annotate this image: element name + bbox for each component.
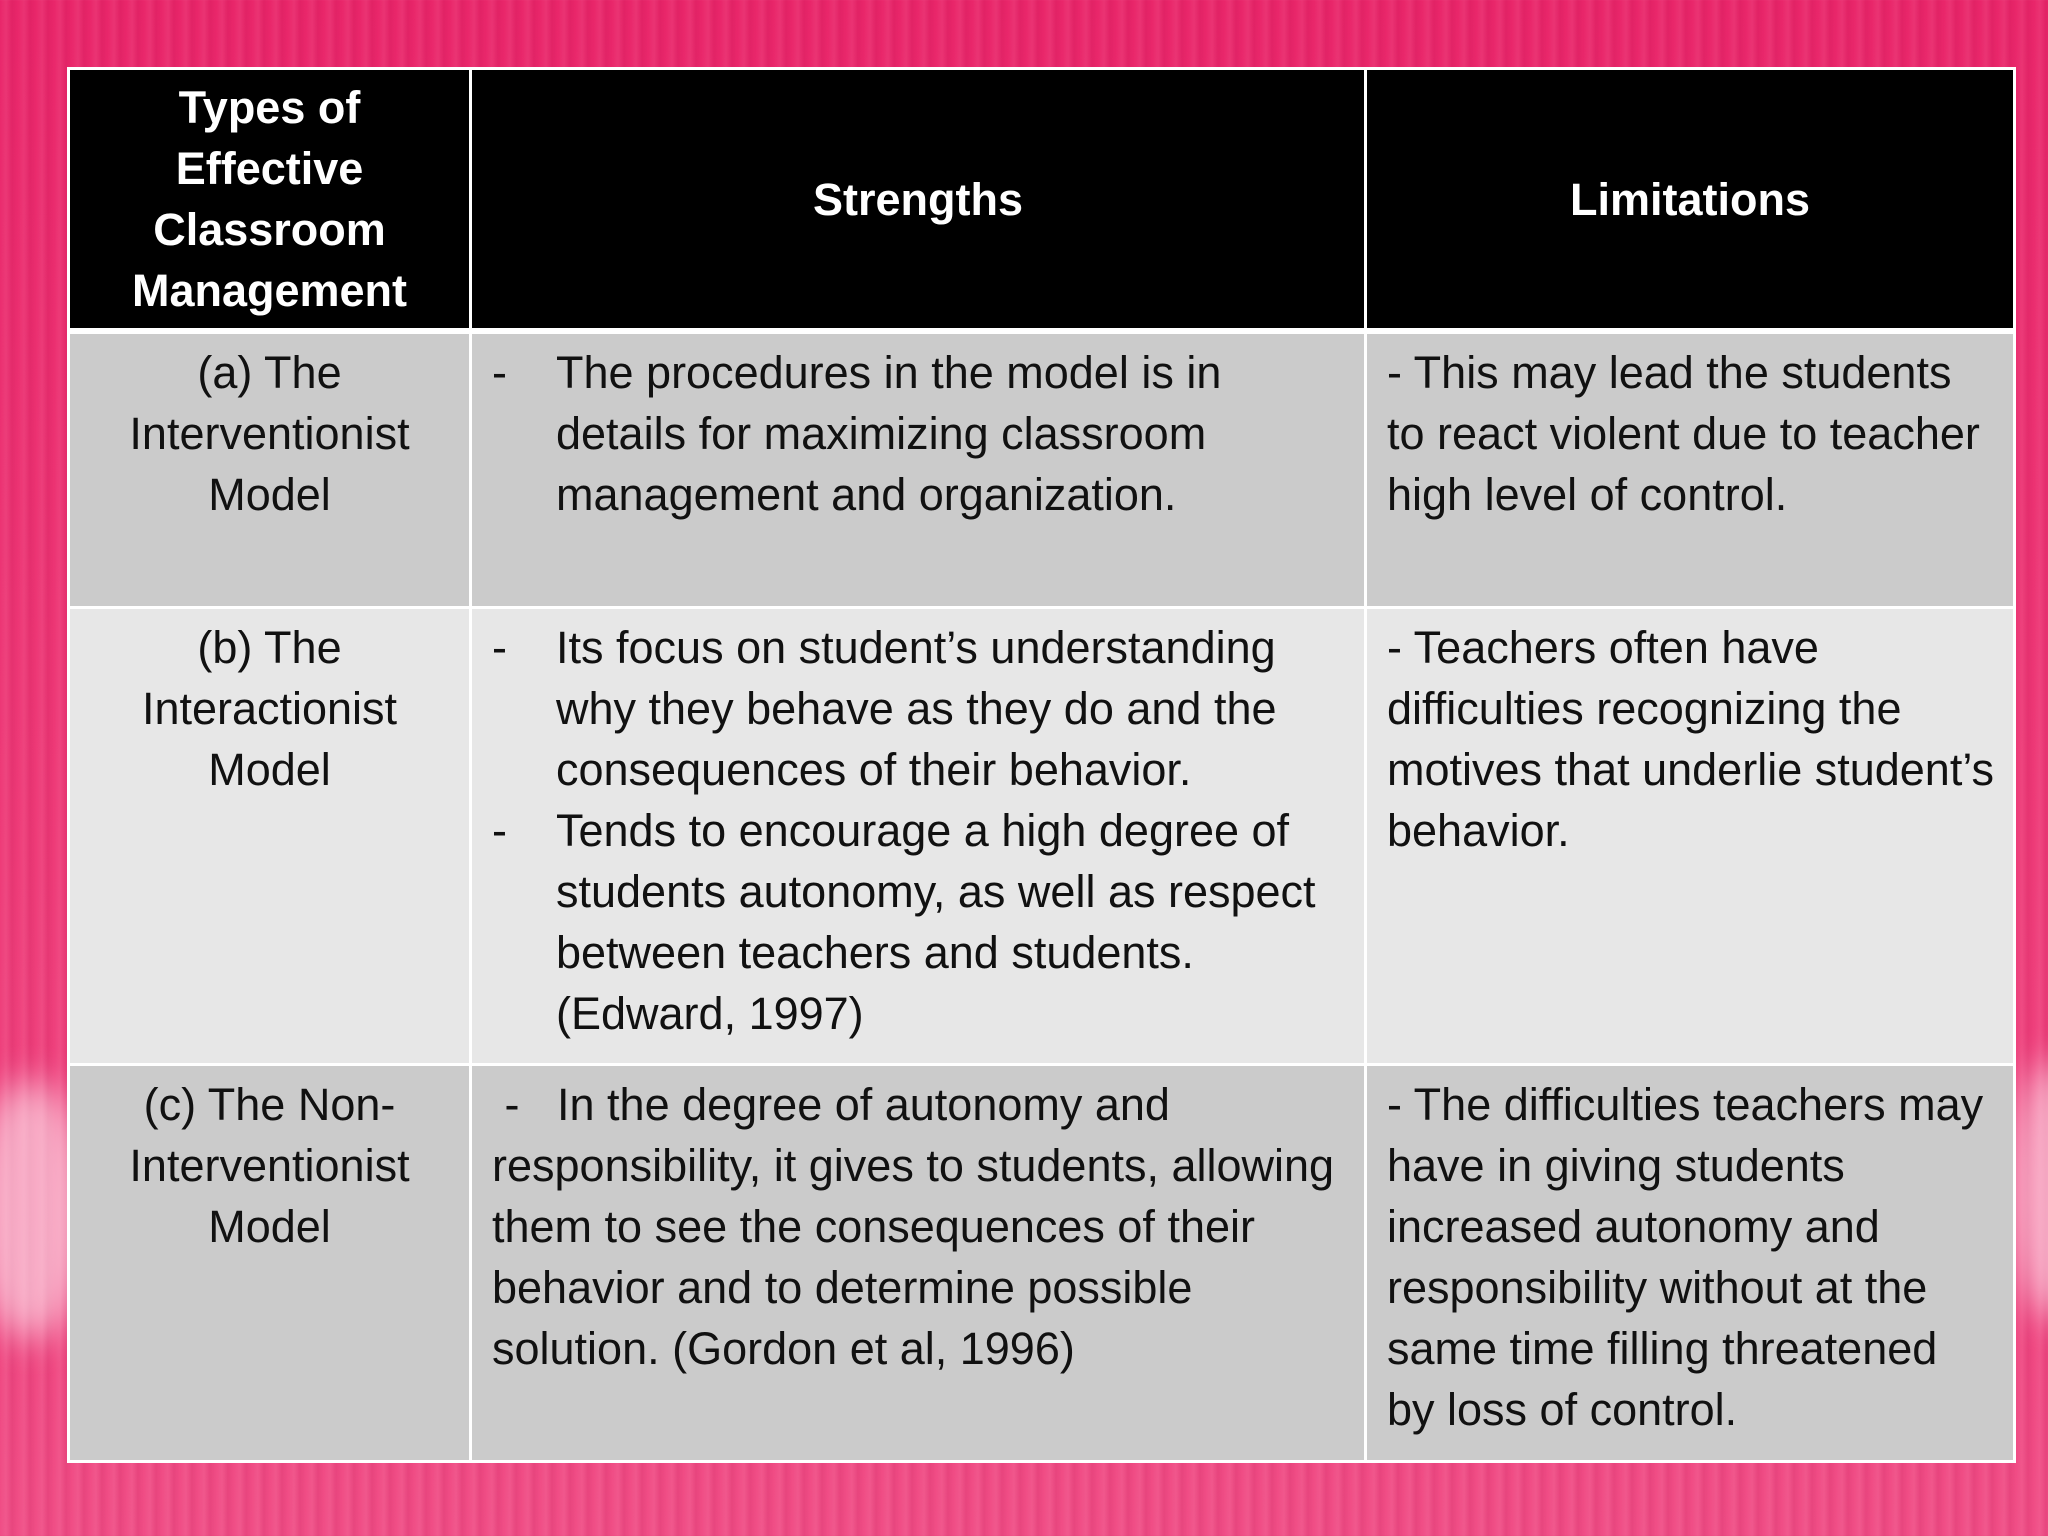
limitations-cell: - This may lead the students to react violent due to teacher high level of control. — [1366, 331, 2015, 608]
table-row — [69, 1065, 2015, 1462]
bullet-dash: - — [492, 805, 507, 856]
header-strengths: Strengths — [471, 69, 1366, 332]
bullet-text: Tends to encourage a high degree of students autonomy, as well as respect between teachers and students. (Edward, 1997) — [556, 805, 1316, 1039]
strengths-cell: - In the degree of autonomy and responsibility, it gives to students, allowing them to see the consequences of their behavior and to determine possible solution. (Gordon et al, 1996) — [471, 1065, 1366, 1462]
strength-bullet — [492, 617, 1346, 800]
bullet-text: The procedures in the model is in details for maximizing classroom management and organization. — [556, 347, 1222, 520]
table-header-row — [69, 69, 2015, 332]
bullet-text: Its focus on student’s understanding why they behave as they do and the consequences of their behavior. — [556, 622, 1277, 795]
limitations-cell: - Teachers often have difficulties recognizing the motives that underlie student’s behavior. — [1366, 608, 2015, 1065]
strength-bullet — [492, 342, 1346, 525]
limitations-cell: - The difficulties teachers may have in giving students increased autonomy and responsibility without at the same time filling threatened by loss of control. — [1366, 1065, 2015, 1462]
bullet-dash: - — [492, 622, 507, 673]
table-row — [69, 331, 2015, 608]
classroom-management-table — [67, 67, 2016, 1463]
table-row — [69, 608, 2015, 1065]
header-limitations: Limitations — [1366, 69, 2015, 332]
type-cell: (c) The Non-Interventionist Model — [69, 1065, 471, 1462]
type-cell: (b) The Interactionist Model — [69, 608, 471, 1065]
type-cell: (a) The Interventionist Model — [69, 331, 471, 608]
header-types: Types of Effective Classroom Management — [69, 69, 471, 332]
strengths-cell — [471, 331, 1366, 608]
strengths-cell — [471, 608, 1366, 1065]
strength-bullet — [492, 800, 1346, 1044]
bullet-dash: - — [492, 347, 507, 398]
